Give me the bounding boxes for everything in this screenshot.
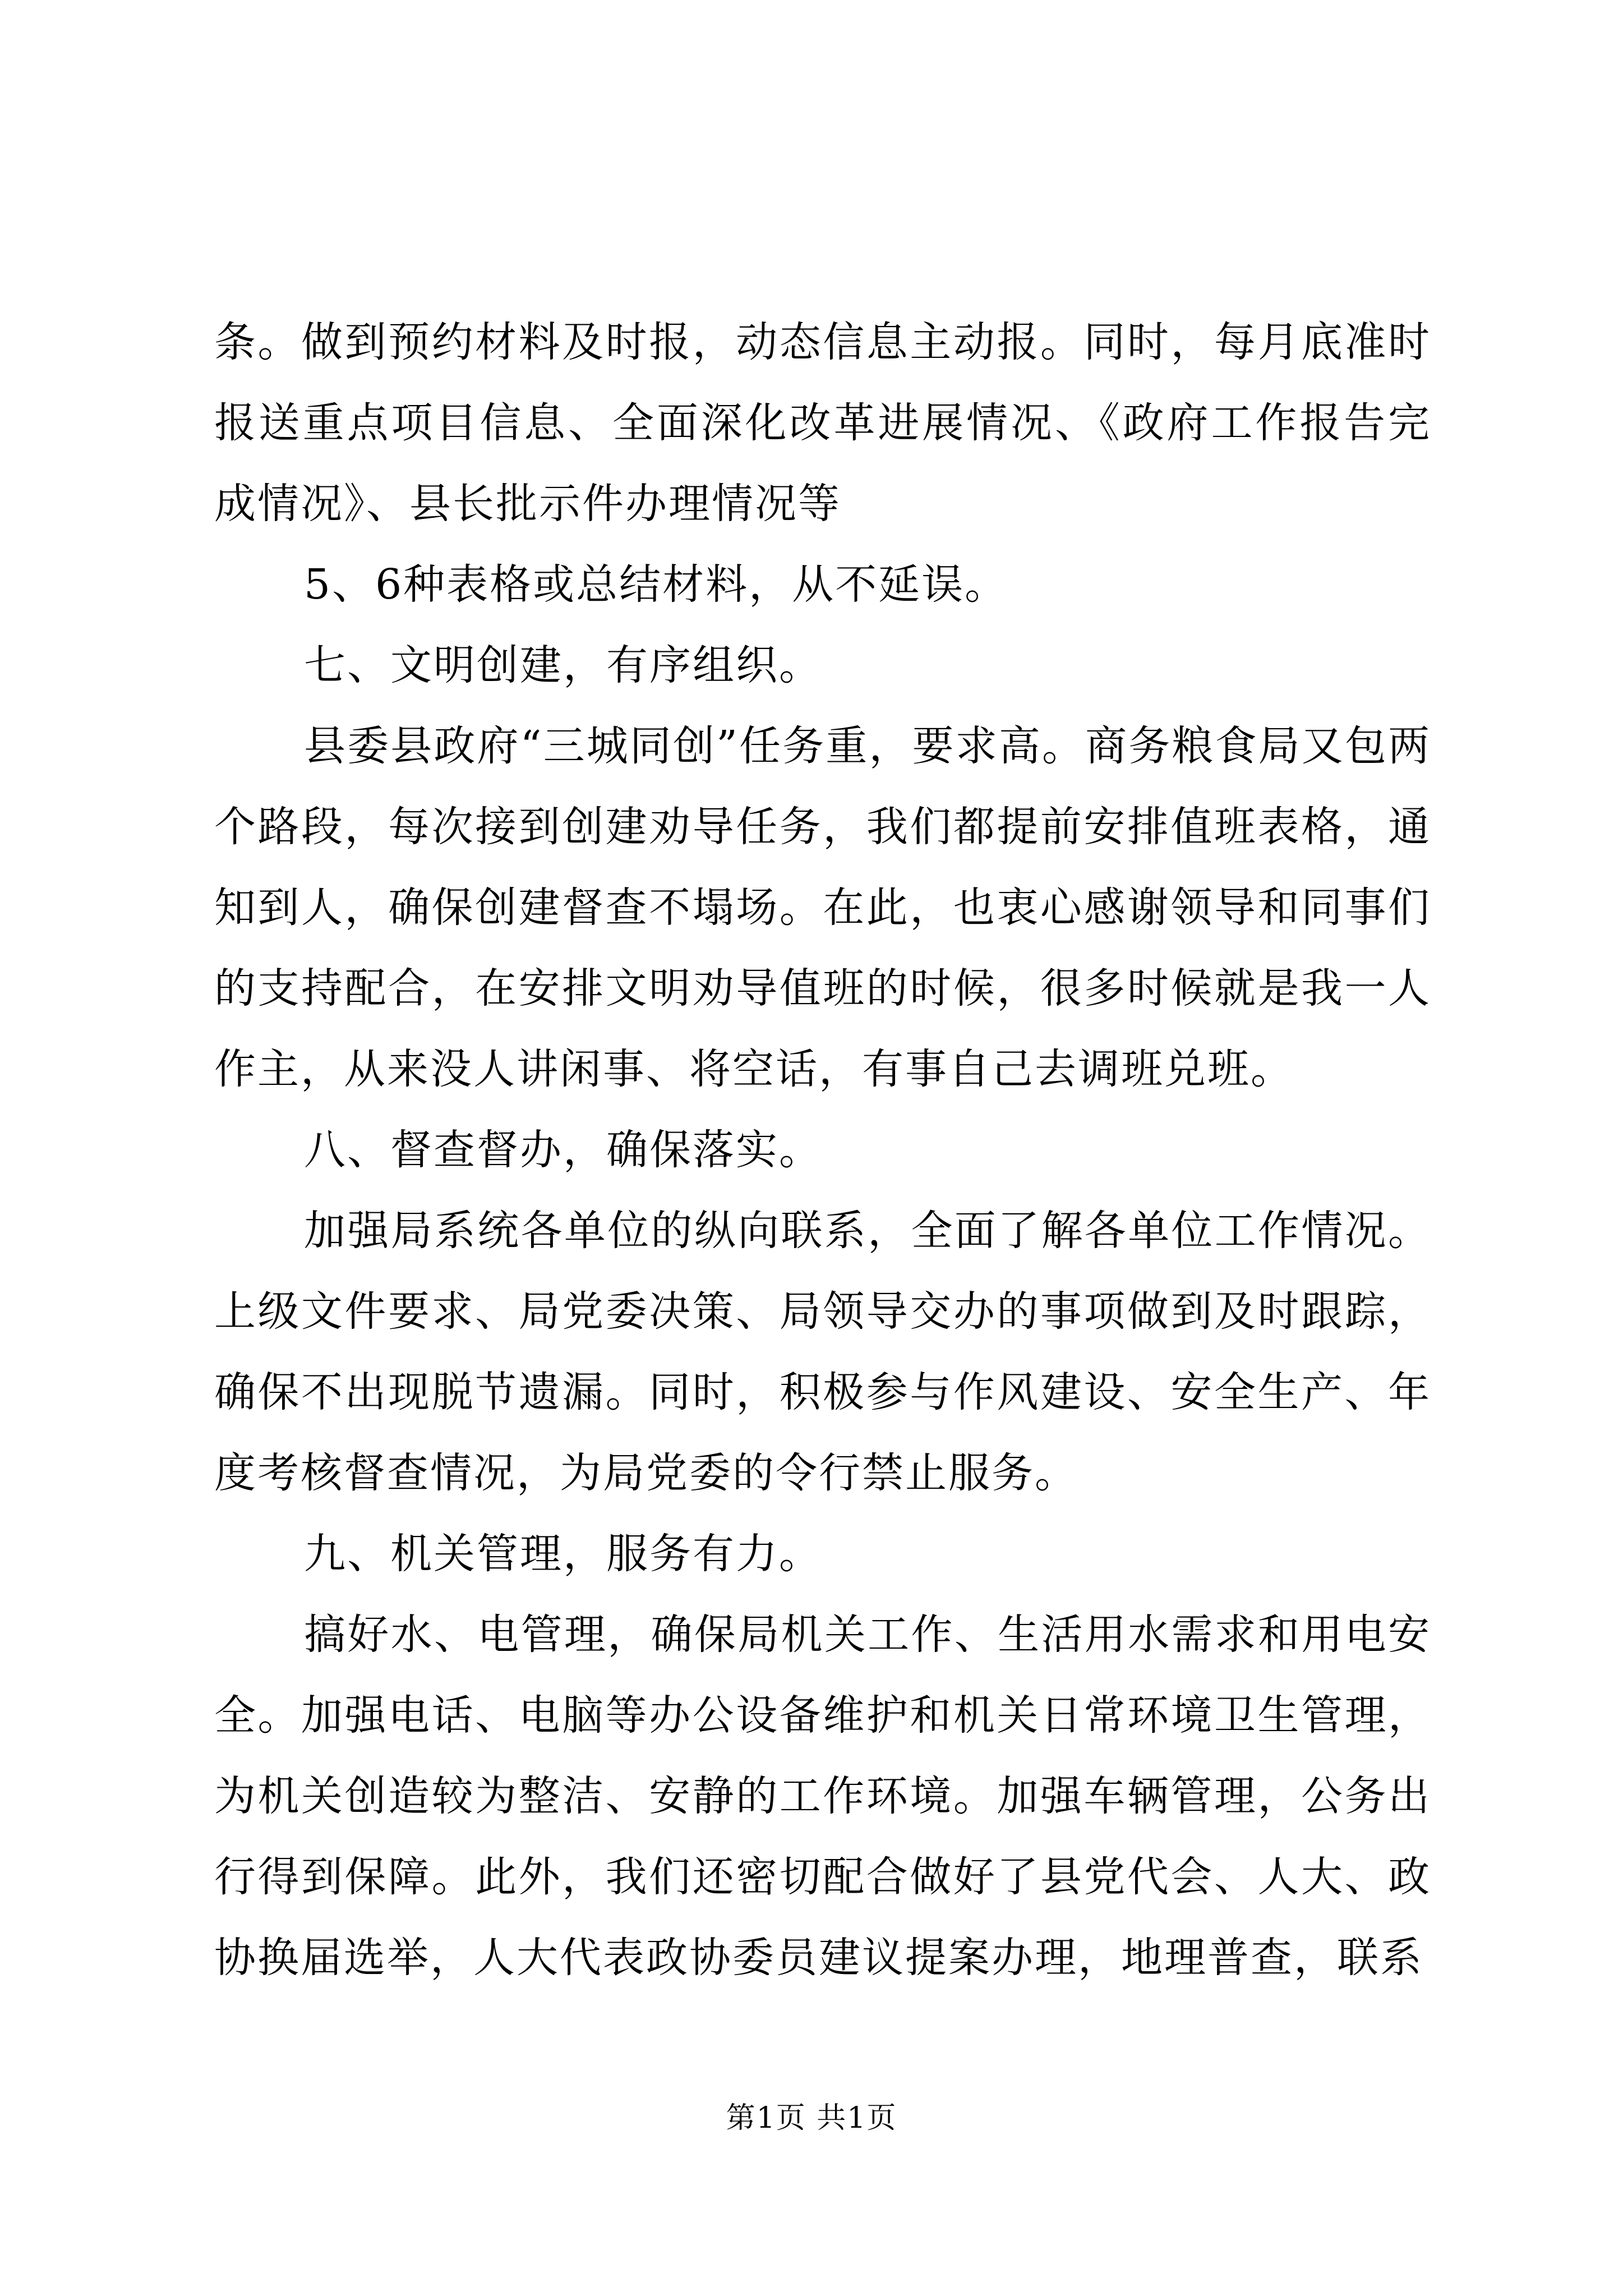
paragraph-list-item: 5、6种表格或总结材料，从不延误。 bbox=[304, 560, 1008, 609]
paragraph-continuation: 条。做到预约材料及时报，动态信息主动报。同时，每月底准时报送重点项目信息、全面深化改革进展情况、《政府工作报告完成情况》、县长批示件办理情况等 bbox=[214, 318, 1431, 528]
document-body bbox=[214, 302, 1431, 1998]
paragraph-supervision: 加强局系统各单位的纵向联系，全面了解各单位工作情况。上级文件要求、局党委决策、局领导交办的事项做到及时跟踪，确保不出现脱节遗漏。同时，积极参与作风建设、安全生产、年度考核督查情况，为局党委的令行禁止服务。 bbox=[214, 1207, 1431, 1497]
section-heading-8: 八、督查督办，确保落实。 bbox=[304, 1126, 822, 1174]
section-heading-9: 九、机关管理，服务有力。 bbox=[304, 1530, 822, 1578]
page-number-footer: 第1页 共1页 bbox=[726, 2101, 897, 2135]
paragraph-civilization-creation: 县委县政府“三城同创”任务重，要求高。商务粮食局又包两个路段，每次接到创建劝导任务，我们都提前安排值班表格，通知到人，确保创建督查不塌场。在此，也衷心感谢领导和同事们的支持配合，在安排文明劝导值班的时候，很多时候就是我一人作主，从来没人讲闲事、将空话，有事自己去调班兑班。 bbox=[214, 722, 1431, 1093]
section-heading-7: 七、文明创建，有序组织。 bbox=[304, 641, 822, 689]
paragraph-office-management: 搞好水、电管理，确保局机关工作、生活用水需求和用电安全。加强电话、电脑等办公设备维护和机关日常环境卫生管理，为机关创造较为整洁、安静的工作环境。加强车辆管理，公务出行得到保障。此外，我们还密切配合做好了县党代会、人大、政协换届选举，人大代表政协委员建议提案办理，地理普查，联系 bbox=[214, 1611, 1431, 1982]
